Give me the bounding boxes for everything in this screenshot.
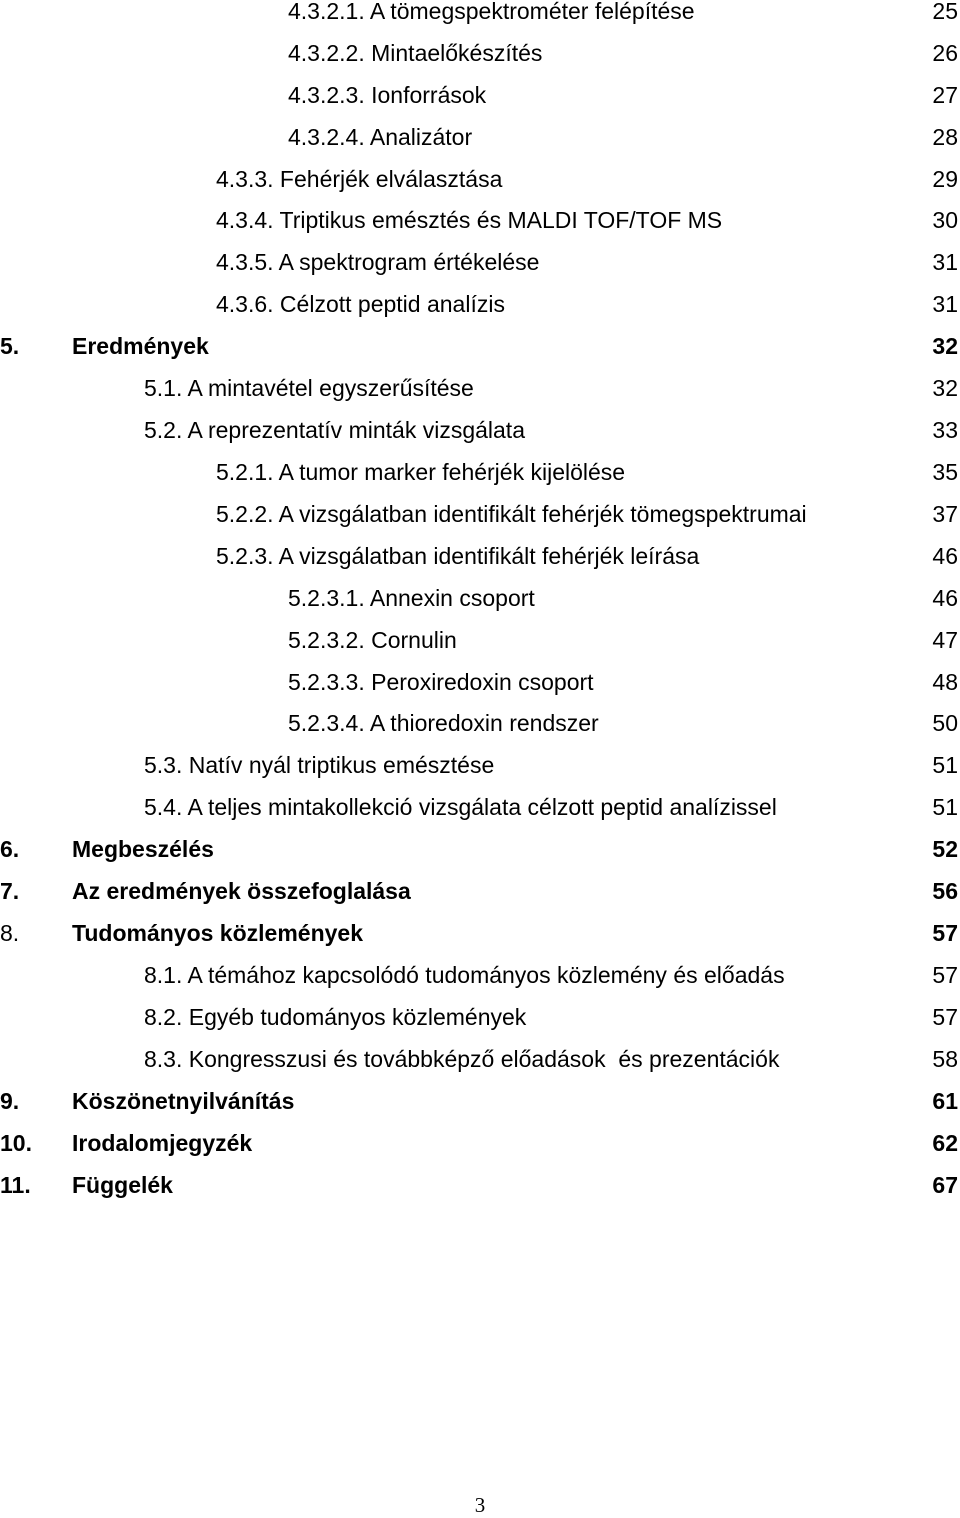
toc-entry-title: 5.2.3.1. Annexin csoport xyxy=(288,585,535,611)
toc-entry-page: 31 xyxy=(932,291,958,317)
toc-entry-title: 5.4. A teljes mintakollekció vizsgálata célzott peptid analízissel xyxy=(144,794,777,820)
toc-entry-title: 4.3.6. Célzott peptid analízis xyxy=(216,291,505,317)
toc-entry-page: 30 xyxy=(932,207,958,233)
toc-chapter-title: Függelék xyxy=(72,1172,173,1198)
toc-entry-title: 5.3. Natív nyál triptikus emésztése xyxy=(144,752,495,778)
toc-entry xyxy=(0,1001,960,1033)
toc-chapter-title: Megbeszélés xyxy=(72,836,214,862)
toc-entry-page: 31 xyxy=(932,249,958,275)
toc-entry xyxy=(0,959,960,991)
toc-entry xyxy=(0,624,960,656)
toc-entry-page: 57 xyxy=(932,962,958,988)
toc-entry-page: 58 xyxy=(932,1046,958,1072)
toc-entry-page: 48 xyxy=(932,669,958,695)
toc-entry xyxy=(0,246,960,278)
toc-entry-page: 26 xyxy=(932,40,958,66)
toc-entry-page: 51 xyxy=(932,794,958,820)
toc-chapter xyxy=(0,833,960,865)
toc-entry-page: 62 xyxy=(932,1130,958,1156)
toc-entry-title: 8.1. A témához kapcsolódó tudományos közlemény és előadás xyxy=(144,962,785,988)
toc-entry-page: 25 xyxy=(932,0,958,24)
toc-entry-page: 67 xyxy=(932,1172,958,1198)
toc-entry-title: 8.2. Egyéb tudományos közlemények xyxy=(144,1004,527,1030)
toc-entry xyxy=(0,288,960,320)
toc-entry-title: 5.2.3.3. Peroxiredoxin csoport xyxy=(288,669,594,695)
toc-chapter-title: Irodalomjegyzék xyxy=(72,1130,253,1156)
toc-entry xyxy=(0,707,960,739)
toc-entry xyxy=(0,37,960,69)
toc-entry-title: 5.2. A reprezentatív minták vizsgálata xyxy=(144,417,525,443)
toc-entry-title: 4.3.3. Fehérjék elválasztása xyxy=(216,166,503,192)
toc-entry xyxy=(0,372,960,404)
toc-entry-title: 5.2.2. A vizsgálatban identifikált fehérjék tömegspektrumai xyxy=(216,501,807,527)
toc-entry-title: 4.3.2.2. Mintaelőkészítés xyxy=(288,40,543,66)
toc-entry xyxy=(0,0,960,27)
toc-chapter-title: Köszönetnyilvánítás xyxy=(72,1088,295,1114)
toc-entry-page: 33 xyxy=(932,417,958,443)
toc-entry-page: 57 xyxy=(932,920,958,946)
toc-chapter-title: Az eredmények összefoglalása xyxy=(72,878,411,904)
toc-entry-page: 35 xyxy=(932,459,958,485)
toc-entry xyxy=(0,79,960,111)
toc-chapter xyxy=(0,1127,960,1159)
toc-entry xyxy=(0,666,960,698)
toc-entry-title: 5.2.3. A vizsgálatban identifikált fehérjék leírása xyxy=(216,543,700,569)
toc-entry-title: 5.2.3.4. A thioredoxin rendszer xyxy=(288,710,599,736)
toc-chapter xyxy=(0,1085,960,1117)
toc-entry-title: 4.3.2.3. Ionforrások xyxy=(288,82,487,108)
toc-entry-page: 46 xyxy=(932,585,958,611)
toc-entry-title: 5.2.3.2. Cornulin xyxy=(288,627,457,653)
toc-entry-page: 32 xyxy=(932,375,958,401)
toc-chapter-number: 8. xyxy=(0,920,20,946)
toc-chapter xyxy=(0,875,960,907)
toc-entry-page: 37 xyxy=(932,501,958,527)
toc-entry xyxy=(0,204,960,236)
toc-entry-page: 51 xyxy=(932,752,958,778)
toc-chapter xyxy=(0,917,960,949)
toc-entry-page: 46 xyxy=(932,543,958,569)
toc-entry-page: 28 xyxy=(932,124,958,150)
toc-chapter-number: 11. xyxy=(0,1172,31,1198)
toc-entry xyxy=(0,749,960,781)
toc-chapter-number: 6. xyxy=(0,836,20,862)
toc-entry-page: 52 xyxy=(932,836,958,862)
toc-chapter-title: Eredmények xyxy=(72,333,209,359)
toc-entry-page: 56 xyxy=(932,878,958,904)
toc-entry-page: 57 xyxy=(932,1004,958,1030)
toc-chapter-number: 5. xyxy=(0,333,20,359)
toc-entry xyxy=(0,540,960,572)
toc-entry xyxy=(0,456,960,488)
toc-entry xyxy=(0,414,960,446)
toc-entry xyxy=(0,1043,960,1075)
toc-entry xyxy=(0,163,960,195)
toc-entry xyxy=(0,121,960,153)
toc-entry-page: 50 xyxy=(932,710,958,736)
toc-chapter xyxy=(0,330,960,362)
toc-chapter-title: Tudományos közlemények xyxy=(72,920,363,946)
toc-chapter xyxy=(0,1169,960,1201)
toc-entry-page: 32 xyxy=(932,333,958,359)
toc-entry-title: 5.2.1. A tumor marker fehérjék kijelölése xyxy=(216,459,626,485)
toc-entry-title: 4.3.2.4. Analizátor xyxy=(288,124,473,150)
toc-entry-page: 61 xyxy=(932,1088,958,1114)
toc-chapter-number: 9. xyxy=(0,1088,20,1114)
page-number: 3 xyxy=(474,1493,486,1517)
toc-chapter-number: 7. xyxy=(0,878,20,904)
toc-entry-title: 8.3. Kongresszusi és továbbképző előadások és prezentációk xyxy=(144,1046,780,1072)
toc-entry-page: 47 xyxy=(932,627,958,653)
toc-entry-page: 27 xyxy=(932,82,958,108)
toc-entry-title: 4.3.2.1. A tömegspektrométer felépítése xyxy=(288,0,695,24)
toc-entry-page: 29 xyxy=(932,166,958,192)
toc-entry xyxy=(0,582,960,614)
toc-entry-title: 4.3.5. A spektrogram értékelése xyxy=(216,249,540,275)
toc-entry xyxy=(0,791,960,823)
toc-entry-title: 5.1. A mintavétel egyszerűsítése xyxy=(144,375,474,401)
toc-entry-title: 4.3.4. Triptikus emésztés és MALDI TOF/TOF MS xyxy=(216,207,723,233)
toc-chapter-number: 10. xyxy=(0,1130,32,1156)
toc-entry xyxy=(0,498,960,530)
